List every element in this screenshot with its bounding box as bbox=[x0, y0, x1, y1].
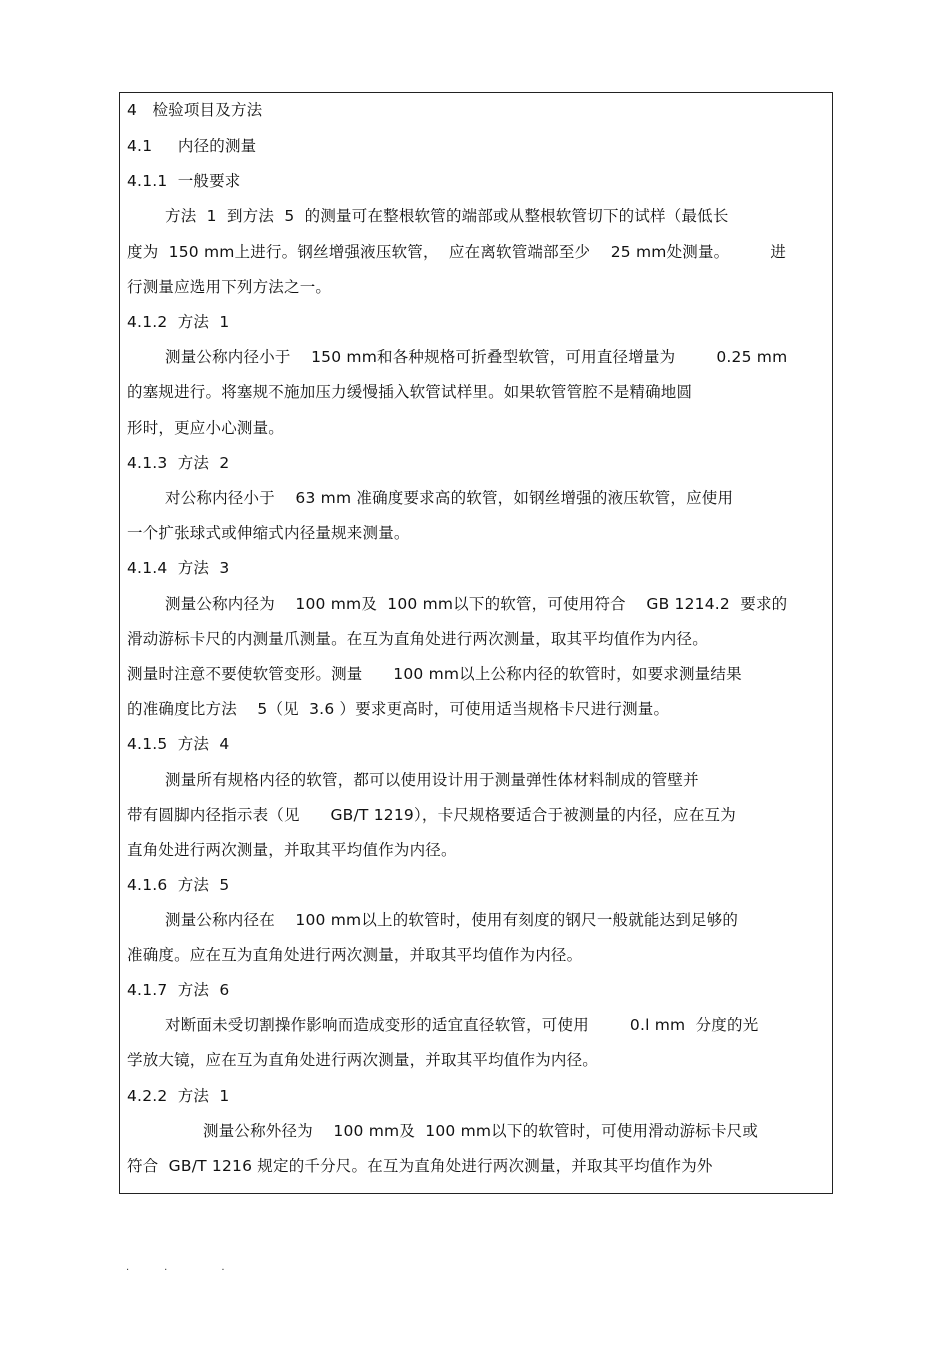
paragraph-line: 测量公称内径在 100 mm以上的软管时，使用有刻度的钢尺一般就能达到足够的 bbox=[165, 911, 739, 929]
section-heading-4-1-3: 4.1.3 方法 2 bbox=[127, 454, 230, 472]
paragraph-line: 方法 1 到方法 5 的测量可在整根软管的端部或从整根软管切下的试样（最低长 bbox=[165, 207, 729, 225]
section-heading-4-1-7: 4.1.7 方法 6 bbox=[127, 981, 230, 999]
section-heading-4-1: 4.1 内径的测量 bbox=[127, 137, 257, 155]
section-heading-4-1-1: 4.1.1 一般要求 bbox=[127, 172, 241, 190]
paragraph-line: 带有圆脚内径指示表（见 GB/T 1219），卡尺规格要适合于被测量的内径，应在互为 bbox=[127, 806, 736, 824]
paragraph-line: 符合 GB/T 1216 规定的千分尺。在互为直角处进行两次测量，并取其平均值作为外 bbox=[127, 1157, 713, 1175]
section-heading-4-1-5: 4.1.5 方法 4 bbox=[127, 735, 230, 753]
section-heading-4: 4 检验项目及方法 bbox=[127, 101, 263, 119]
section-heading-4-1-6: 4.1.6 方法 5 bbox=[127, 876, 230, 894]
footer-dots: . . . bbox=[126, 1262, 225, 1273]
paragraph-line: 测量公称内径为 100 mm及 100 mm以下的软管，可使用符合 GB 1214.2 要求的 bbox=[165, 595, 788, 613]
paragraph-line: 测量时注意不要使软管变形。测量 100 mm以上公称内径的软管时，如要求测量结果 bbox=[127, 665, 742, 683]
paragraph-line: 准确度。应在互为直角处进行两次测量，并取其平均值作为内径。 bbox=[127, 946, 583, 964]
paragraph-line: 行测量应选用下列方法之一。 bbox=[127, 278, 332, 296]
paragraph-line: 的塞规进行。将塞规不施加压力缓慢插入软管试样里。如果软管管腔不是精确地圆 bbox=[127, 383, 693, 401]
section-heading-4-1-2: 4.1.2 方法 1 bbox=[127, 313, 230, 331]
paragraph-line: 对断面未受切割操作影响而造成变形的适宜直径软管，可使用 0.l mm 分度的光 bbox=[165, 1016, 759, 1034]
paragraph-line: 直角处进行两次测量，并取其平均值作为内径。 bbox=[127, 841, 457, 859]
paragraph-line: 学放大镜，应在互为直角处进行两次测量，并取其平均值作为内径。 bbox=[127, 1051, 599, 1069]
paragraph-line: 滑动游标卡尺的内测量爪测量。在互为直角处进行两次测量，取其平均值作为内径。 bbox=[127, 630, 708, 648]
paragraph-line: 一个扩张球式或伸缩式内径量规来测量。 bbox=[127, 524, 410, 542]
section-heading-4-2-2: 4.2.2 方法 1 bbox=[127, 1087, 230, 1105]
section-heading-4-1-4: 4.1.4 方法 3 bbox=[127, 559, 230, 577]
paragraph-line: 对公称内径小于 63 mm 准确度要求高的软管，如钢丝增强的液压软管，应使用 bbox=[165, 489, 734, 507]
paragraph-line: 形时，更应小心测量。 bbox=[127, 419, 285, 437]
paragraph-line: 测量公称内径小于 150 mm和各种规格可折叠型软管，可用直径增量为 0.25 mm bbox=[165, 348, 788, 366]
paragraph-line: 度为 150 mm上进行。钢丝增强液压软管， 应在离软管端部至少 25 mm处测量。 进 bbox=[127, 243, 787, 261]
paragraph-line: 测量公称外径为 100 mm及 100 mm以下的软管时，可使用滑动游标卡尺或 bbox=[203, 1122, 759, 1140]
paragraph-line: 的准确度比方法 5（见 3.6 ）要求更高时，可使用适当规格卡尺进行测量。 bbox=[127, 700, 670, 718]
paragraph-line: 测量所有规格内径的软管，都可以使用设计用于测量弹性体材料制成的管壁并 bbox=[165, 771, 699, 789]
